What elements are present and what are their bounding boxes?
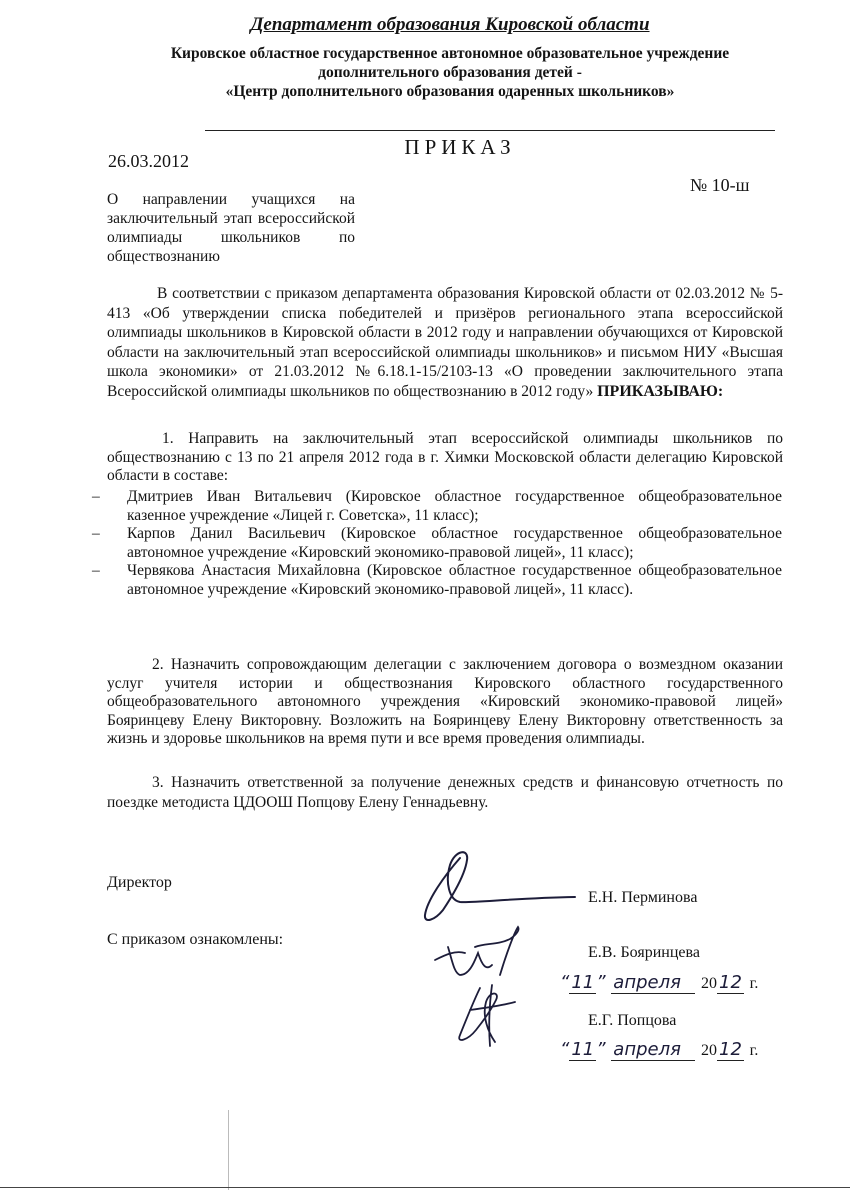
list-item [92, 488, 782, 525]
signature-poptsova [440, 980, 530, 1050]
delegates-list [92, 488, 782, 599]
header-divider [205, 130, 775, 131]
signer2-year-prefix: 20 [701, 1042, 718, 1059]
order-date: 26.03.2012 [108, 151, 189, 171]
organization-line-1: Кировское областное государственное автономное образовательное учреждение [170, 45, 730, 62]
quote-close: ” [596, 972, 606, 993]
director-label: Директор [107, 874, 172, 891]
signer2-year-label: г. [749, 1042, 759, 1059]
scan-bottom-edge [0, 1187, 850, 1188]
organization-line-2: дополнительного образования детей - [318, 64, 582, 81]
quote-close: ” [596, 1039, 606, 1060]
signature-boyarintseva [430, 925, 530, 985]
signer1-day: 11 [571, 972, 595, 993]
order-title: ПРИКАЗ [404, 135, 516, 159]
signer1-year-label: г. [749, 975, 759, 992]
signer1-year-suffix: 12 [719, 972, 742, 993]
acknowledgement-label: С приказом ознакомлены: [107, 931, 284, 948]
delegate-text: Дмитриев Иван Витальевич (Кировское областное государственное общеобразовательное казенное учреждение «Лицей г. Советска», 11 класс); [127, 488, 782, 524]
paragraph-2: 2. Назначить сопровождающим делегации с заключением договора о возмездном оказании услуг учителя истории и обществознания Кировского областного государственного общеобразовательного автономного учреждения «Кировский экономико-правовой лицей» Бояринцеву Елену Викторовну. Возложить на Бояринцеву Елену Викторовну ответственность за жизнь и здоровье школьников на время пути и все время проведения олимпиады. [107, 656, 783, 748]
order-subject: О направлении учащихся на заключительный этап всероссийской олимпиады школьников по обществознанию [107, 191, 355, 265]
list-dash: – [92, 525, 100, 542]
signer1-name: Е.В. Бояринцева [588, 944, 700, 961]
list-dash: – [92, 562, 100, 579]
list-item [92, 525, 782, 562]
scan-artifact-line [228, 1110, 229, 1190]
organization-line-3: «Центр дополнительного образования одаренных школьников» [225, 83, 675, 100]
intro-text: В соответствии с приказом департамента образования Кировской области от 02.03.2012 № 5-413 «Об утверждении списка победителей и призёров регионального этапа всероссийской олимпиады школьников в Кировской области в 2012 году и направлении обучающихся от Кировской области на заключительный этап всероссийской олимпиады школьников» и письмом НИУ «Высшая школа экономики» от 21.03.2012 №6.18.1-15/2103-13 «О проведении заключительного этапа Всероссийской олимпиады школьников по обществознанию в 2012 году» [107, 285, 783, 400]
signer1-year-prefix: 20 [701, 975, 718, 992]
delegate-text: Карпов Данил Васильевич (Кировское областное государственное общеобразовательное автономное учреждение «Кировский экономико-правовой лицей», 11 класс); [127, 525, 782, 561]
department-title: Департамент образования Кировской области [250, 14, 650, 35]
paragraph-1: 1. Направить на заключительный этап всероссийской олимпиады школьников по обществознанию с 13 по 21 апреля 2012 года в г. Химки Московской области делегацию Кировской области в составе: [107, 430, 783, 484]
signer2-day: 11 [571, 1039, 595, 1060]
order-number: № 10-ш [690, 175, 750, 195]
delegate-text: Червякова Анастасия Михайловна (Кировское областное государственное общеобразовательное автономное учреждение «Кировский экономико-правовой лицей», 11 класс). [127, 562, 782, 598]
director-signature [405, 840, 585, 930]
signer1-date [560, 972, 758, 994]
paragraph-3: 3. Назначить ответственной за получение денежных средств и финансовую отчетность по поездке методиста ЦДООШ Попцову Елену Геннадьевну. [107, 774, 783, 811]
signer2-date [560, 1039, 758, 1061]
signer1-month: апреля [611, 972, 695, 994]
list-dash: – [92, 488, 100, 505]
signer2-month: апреля [611, 1039, 695, 1061]
intro-paragraph [107, 284, 783, 401]
director-name: Е.Н. Перминова [588, 889, 698, 906]
list-item [92, 562, 782, 599]
signer2-name: Е.Г. Попцова [588, 1012, 677, 1029]
intro-command: ПРИКАЗЫВАЮ: [597, 382, 724, 400]
quote-open: “ [560, 972, 570, 993]
quote-open: “ [560, 1039, 570, 1060]
signer2-year-suffix: 12 [719, 1039, 742, 1060]
organization-name [140, 44, 760, 101]
